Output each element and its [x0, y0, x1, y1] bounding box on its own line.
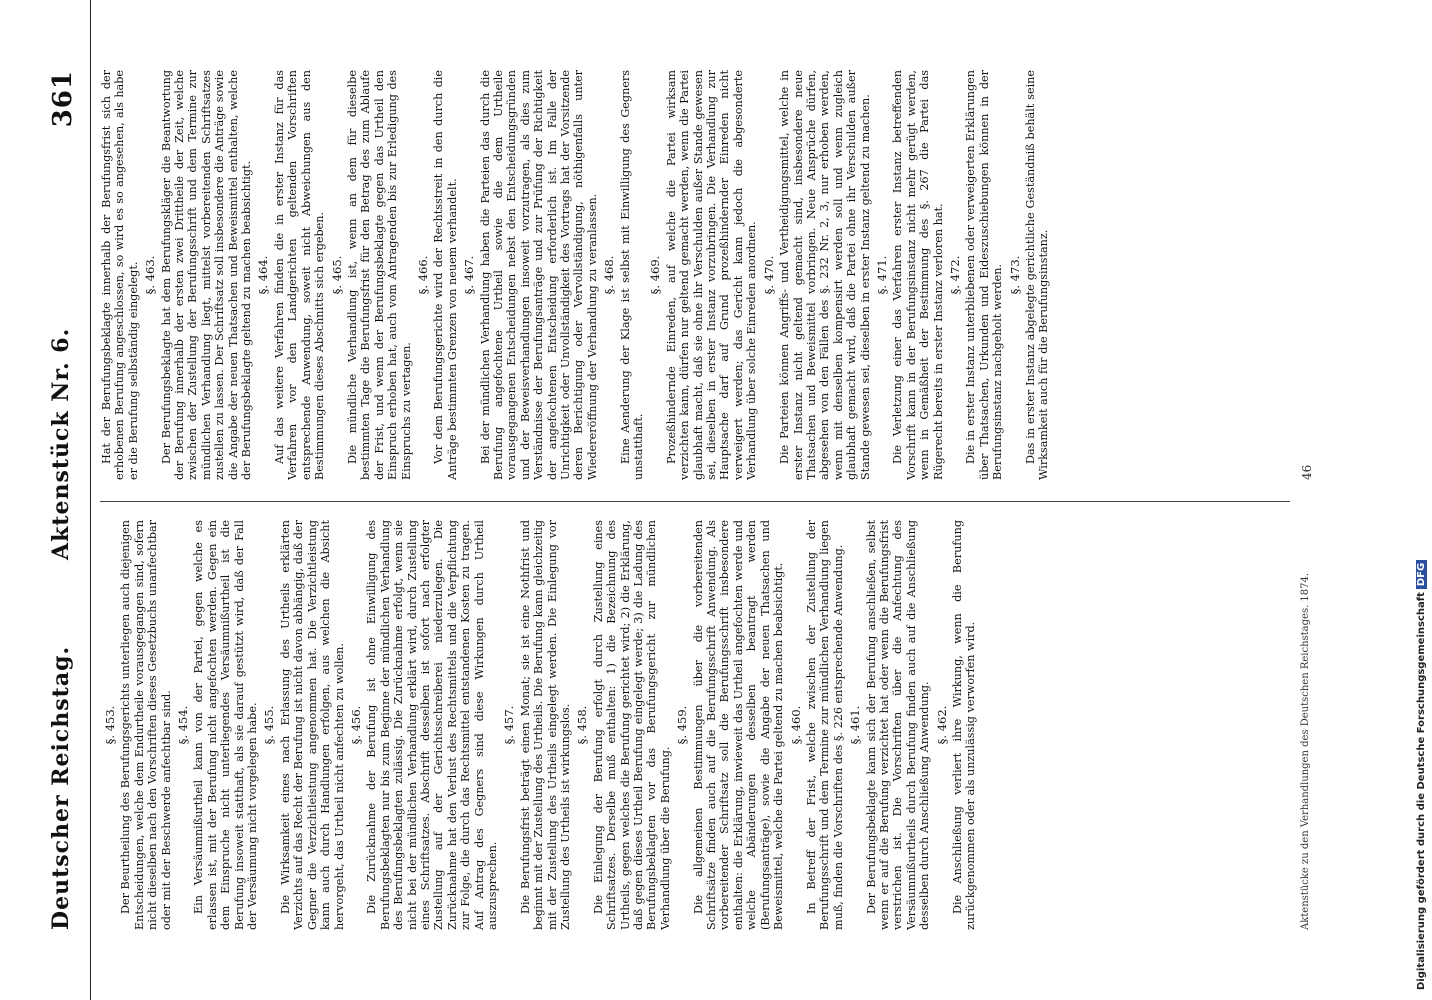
- section-text: Die Parteien können Angriffs- und Vertheidigungsmittel, welche in erster Instanz nicht geltend gemacht sind, insbesondere neue Thatsachen und Beweismittel vorbringen. Neue Ansprüche dürfen, abgesehen von den Fällen des §. 232 Nr. 2, 3, nur erhoben werden, wenn mit denselben kompensirt werden soll und wenn zugleich glaubhaft gemacht wird, daß die Partei ohne ihr Verschulden außer Stande gewesen sei, dieselben in erster Instanz geltend zu machen.: [778, 70, 872, 480]
- dfg-attribution-text: Digitalisierung gefördert durch die Deutsche Forschungsgemeinschaft: [1416, 592, 1427, 990]
- section-heading: §. 470.: [761, 255, 776, 295]
- section-text: Ein Versäumnißurtheil kann von der Partei, gegen welche es erlassen ist, mit der Berufung nicht angefochten werden. Gegen ein dem Einspruche nicht unterliegendes Versäumnißurtheil ist die Berufung insoweit statthaft, als sie darauf gestützt wird, daß der Fall der Versäumung nicht vorgelegen habe.: [192, 520, 260, 930]
- section-text: Die Verletzung einer das Verfahren erster Instanz betreffenden Vorschrift kann in der Berufungsinstanz nicht mehr gerügt werden, wenn in Gemäßheit der Bestimmung des §. 267 die Partei das Rügerecht bereits in erster Instanz verloren hat.: [891, 70, 945, 480]
- section-heading: §. 462.: [934, 705, 949, 745]
- section-heading: §. 457.: [502, 705, 517, 745]
- section-text: Das in erster Instanz abgelegte gerichtliche Geständniß behält seine Wirksamkeit auch für die Berufungsinstanz.: [1024, 70, 1051, 480]
- section-heading: §. 469.: [648, 255, 663, 295]
- section-heading: §. 459.: [675, 705, 690, 745]
- section-heading: §. 461.: [848, 705, 863, 745]
- header-document-number: Aktenstück Nr. 6.: [48, 327, 74, 560]
- section-text: Die in erster Instanz unterbliebenen oder verweigerten Erklärungen über Thatsachen, Urkunden und Eideszuschiebungen können in der Berufungsinstanz nachgeholt werden.: [964, 70, 1005, 480]
- page-footer: [1300, 70, 1330, 930]
- section-text: Prozeßhindernde Einreden, auf welche die Partei wirksam verzichten kann, dürfen nur geltend gemacht werden, wenn die Partei glaubhaft macht, daß sie ohne ihr Verschulden außer Stande gewesen sei, dieselben in erster Instanz vorzubringen. Die Verhandlung zur Hauptsache darf auf Grund prozeßhindernder Einreden nicht verweigert werden; das Gericht kann jedoch die abgesonderte Verhandlung über solche Einreden anordnen.: [664, 70, 759, 480]
- section-text: Die mündliche Verhandlung ist, wenn an dem für dieselbe bestimmten Tage die Berufungsfrist für den Betrag des zum Ablaufe der Frist, und wenn der Berufungsbeklagte gegen das Urtheil den Einspruch erhoben hat, auch vom Antragenden bis zur Erledigung des Einspruchs zu vertagen.: [345, 70, 413, 480]
- section-heading: §. 465.: [329, 255, 344, 295]
- section-text: Eine Aenderung der Klage ist selbst mit Einwilligung des Gegners unstatthaft.: [618, 70, 646, 480]
- section-text: Die Einlegung der Berufung erfolgt durch Zustellung eines Schriftsatzes. Derselbe muß enthalten: 1) die Bezeichnung des Urtheils, gegen welches die Berufung gerichtet wird; 2) die Erklärung, daß gegen dieses Urtheil Berufung eingelegt werde; 3) die Ladung des Berufungsbeklagten vor das Berufungsgericht zur mündlichen Verhandlung über die Berufung.: [591, 520, 672, 930]
- section-heading: §. 468.: [602, 255, 617, 295]
- page-number: 361: [48, 70, 78, 128]
- section-text: Auf das weitere Verfahren finden die in erster Instanz für das Verfahren vor den Landgerichten geltenden Vorschriften entsprechende Anwendung, soweit nicht Abweichungen aus den Bestimmungen dieses Abschnitts sich ergeben.: [272, 70, 327, 480]
- section-text: In Betreff der Frist, welche zwischen der Zustellung der Berufungsschrift und dem Termine zur mündlichen Verhandlung liegen muß, finden die Vorschriften des §. 226 entsprechende Anwendung.: [804, 520, 845, 930]
- section-heading: §. 466.: [415, 255, 430, 295]
- section-text: Die Zurücknahme der Berufung ist ohne Einwilligung des Berufungsbeklagten nur bis zum Beginne der mündlichen Verhandlung des Berufungsbeklagten zulässig. Die Zurücknahme erfolgt, wenn sie nicht bei der mündlichen Verhandlung erklärt wird, durch Zustellung eines Schriftsatzes. Abschrift desselben ist sofort nach erfolgter Zustellung auf der Gerichtsschreiberei niederzulegen. Die Zurücknahme hat den Verlust des Rechtsmittels und die Verpflichtung zur Folge, die durch das Rechtsmittel entstandenen Kosten zu tragen. Auf Antrag des Gegners sind diese Wirkungen durch Urtheil auszusprechen.: [365, 520, 499, 930]
- footer-signature: 46: [1300, 464, 1314, 480]
- section-heading: §. 473.: [1007, 255, 1022, 295]
- column-divider: [100, 501, 1290, 502]
- section-text: Der Beurtheilung des Berufungsgerichts unterliegen auch diejenigen Entscheidungen, welche dem Endurtheile vorausgegangen sind, sofern nicht dieselben nach den Vorschriften dieses Gesetzbuchs unanfechtbar oder mit der Beschwerde anfechtbar sind.: [119, 520, 173, 930]
- section-text: Die allgemeinen Bestimmungen über die vorbereitenden Schriftsätze finden auch auf die Berufungsschrift Anwendung. Als vorbereitender Schriftsatz soll die Berufungsschrift insbesondere enthalten: die Erklärung, inwieweit das Urtheil angefochten werde und welche Abänderungen desselben beantragt werden (Berufungsanträge), sowie die Angabe der neuen Thatsachen und Beweismittel, welche die Partei geltend zu machen beabsichtigt.: [691, 520, 786, 930]
- section-heading: §. 463.: [143, 255, 158, 295]
- section-heading: §. 453.: [103, 705, 117, 745]
- left-column: [100, 520, 1290, 930]
- section-heading: §. 458.: [575, 705, 590, 745]
- section-heading: §. 467.: [462, 255, 477, 295]
- section-text: Der Berufungsbeklagte kann sich der Berufung anschließen, selbst wenn er auf die Berufung verzichtet hat oder wenn die Berufungsfrist verstrichen ist. Die Vorschriften über die Anfechtung des Versäumnißurtheils durch Berufung finden auch auf die Anschließung desselben durch Anschließung Anwendung.: [864, 520, 932, 930]
- footer-source: Aktenstücke zu den Verhandlungen des Deutschen Reichstages. 1874.: [1300, 572, 1311, 930]
- section-heading: §. 472.: [947, 255, 962, 295]
- section-heading: §. 454.: [176, 705, 191, 745]
- section-heading: §. 464.: [256, 255, 271, 295]
- section-heading: §. 460.: [788, 705, 803, 745]
- section-heading: §. 456.: [348, 705, 363, 745]
- section-text: Der Berufungsbeklagte hat dem Berufungskläger die Beantwortung der Berufung innerhalb der ersten zwei Drittheile der Zeit, welche zwischen der Zustellung der Berufungsschrift und dem Termine zur mündlichen Verhandlung liegt, mittelst vorbereitenden Schriftsatzes zustellen zu lassen. Der Schriftsatz soll insbesondere die Anträge sowie die Angabe der neuen Thatsachen und Beweismittel enthalten, welche der Berufungsbeklagte geltend zu machen beabsichtigt.: [159, 70, 254, 480]
- section-text: Die Berufungsfrist beträgt einen Monat; sie ist eine Nothfrist und beginnt mit der Zustellung des Urtheils. Die Berufung kann gleichzeitig mit der Zustellung des Urtheils eingelegt werden. Die Einlegung vor Zustellung des Urtheils ist wirkungslos.: [518, 520, 572, 930]
- section-text: Vor dem Berufungsgerichte wird der Rechtsstreit in den durch die Anträge bestimmten Grenzen von neuem verhandelt.: [432, 70, 459, 480]
- right-column: [100, 70, 1290, 480]
- dfg-attribution: [1416, 560, 1427, 990]
- section-heading: §. 471.: [874, 255, 889, 295]
- section-text: Hat der Berufungsbeklagte innerhalb der Berufungsfrist sich der erhobenen Berufung angeschlossen, so wird es so angesehen, als habe er die Berufung selbständig eingelegt.: [100, 70, 140, 480]
- section-text: Die Wirksamkeit eines nach Erlassung des Urtheils erklärten Verzichts auf das Recht der Berufung ist nicht davon abhängig, daß der Gegner die Verzichtleistung angenommen hat. Die Verzichtleistung kann auch durch Handlungen erfolgen, aus welchen die Absicht hervorgeht, das Urtheil nicht anfechten zu wollen.: [278, 520, 346, 930]
- page-header: [30, 0, 91, 1000]
- section-text: Bei der mündlichen Verhandlung haben die Parteien das durch die Berufung angefochtene Urtheil sowie die dem Urtheile vorausgegangenen Entscheidungen nebst den Entscheidungsgründen und der Beweisverhandlungen insoweit vorzutragen, als dies zum Verständnisse der Berufungsanträge und zur Prüfung der Richtigkeit der angefochtenen Entscheidung erforderlich ist. Im Falle der Unrichtigkeit oder Unvollständigkeit des Vortrags hat der Vorsitzende deren Berichtigung oder Vervollständigung, nöthigenfalls unter Wiedereröffnung der Verhandlung zu veranlassen.: [478, 70, 599, 480]
- dfg-logo: DFG: [1416, 560, 1427, 589]
- header-publication: Deutscher Reichstag.: [48, 645, 74, 930]
- section-text: Die Anschließung verliert ihre Wirkung, wenn die Berufung zurückgenommen oder als unzulässig verworfen wird.: [950, 520, 978, 930]
- section-heading: §. 455.: [262, 705, 277, 745]
